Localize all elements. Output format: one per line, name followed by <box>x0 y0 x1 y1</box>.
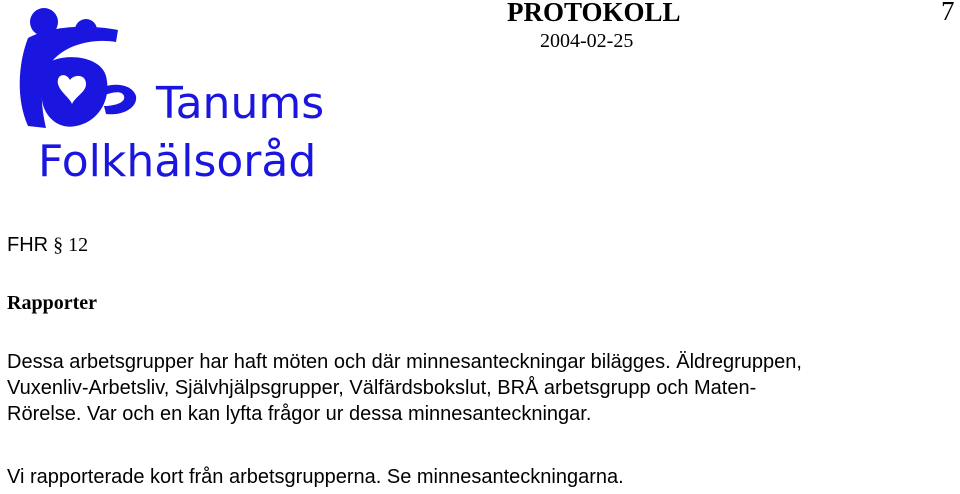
document-date: 2004-02-25 <box>540 30 634 52</box>
family-heart-icon <box>14 4 164 154</box>
body-line: Rörelse. Var och en kan lyfta frågor ur dessa minnesanteckningar. <box>7 403 592 425</box>
summary-text: Vi rapporterade kort från arbetsgrupperna. Se minnesanteckningarna. <box>7 466 624 488</box>
body-paragraph <box>7 349 947 427</box>
section-reference <box>7 234 88 257</box>
body-line: Dessa arbetsgrupper har haft möten och där minnesanteckningar bilägges. Äldregruppen, <box>7 351 802 373</box>
document-title: PROTOKOLL <box>507 0 681 27</box>
logo-text-tanums: Tanums <box>156 78 325 129</box>
body-line: Vuxenliv-Arbetsliv, Självhjälpsgrupper, Välfärdsbokslut, BRÅ arbetsgrupp och Maten- <box>7 377 757 399</box>
section-prefix: FHR <box>7 234 49 256</box>
section-heading: Rapporter <box>7 292 97 314</box>
organization-logo <box>14 4 324 190</box>
logo-text-folkhalsorad: Folkhälsoråd <box>38 136 317 187</box>
page-number: 7 <box>941 0 955 26</box>
section-number: § 12 <box>53 234 89 256</box>
